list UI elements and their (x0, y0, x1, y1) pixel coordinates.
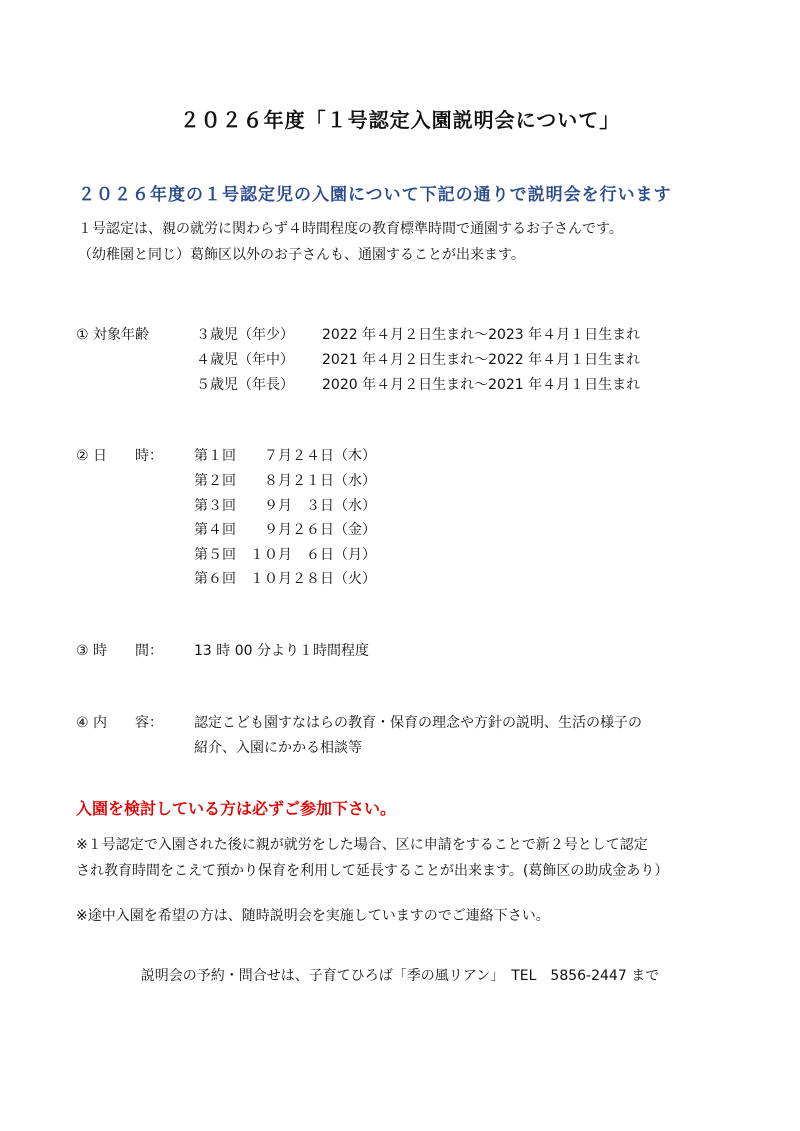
note2-text: ※途中入園を希望の方は、随時説明会を実施していますのでご連絡下さい。 (76, 908, 550, 924)
time-label: ③ 時 間： (76, 643, 164, 659)
time-value: 13 時 00 分より１時間程度 (194, 643, 369, 659)
age-range-2: 2021 年４月２日生まれ〜2022 年４月１日生まれ (322, 352, 641, 368)
date-row-4: 第４回 ９月２６日（金） (194, 522, 376, 538)
note1-line-2: され教育時間をこえて預かり保育を利用して延長することが出来ます。(葛飾区の助成金あり） (76, 863, 669, 879)
age-group-1: ３歳児（年少） (196, 327, 294, 343)
age-range-3: 2020 年４月２日生まれ〜2021 年４月１日生まれ (322, 377, 641, 393)
note1-line-1: ※１号認定で入園された後に親が就労をした場合、区に申請をすることで新２号として認定 (76, 837, 648, 853)
age-group-3: ５歳児（年長） (196, 377, 294, 393)
contact-line: 説明会の予約・問合せは、子育てひろば「季の風リアン」 TEL 5856-2447 まで (140, 968, 660, 984)
date-row-1: 第１回 ７月２４日（木） (194, 448, 376, 464)
age-range-1: 2022 年４月２日生まれ〜2023 年４月１日生まれ (322, 327, 641, 343)
dates-label: ② 日 時： (76, 448, 164, 464)
date-row-5: 第５回 １０月 ６日（月） (194, 547, 376, 563)
subtitle: ２０２６年度の１号認定児の入園について下記の通りで説明会を行います (78, 185, 672, 205)
age-label: ① 対象年齢 (76, 327, 150, 343)
page-title: ２０２６年度「１号認定入園説明会について」 (179, 108, 621, 132)
content-line-1: 認定こども園すなはらの教育・保育の理念や方針の説明、生活の様子の (194, 715, 642, 731)
date-row-3: 第３回 ９月 ３日（水） (194, 498, 376, 514)
notice-text: 入園を検討している方は必ずご参加下さい。 (76, 799, 397, 818)
content-label: ④ 内 容： (76, 715, 164, 731)
date-row-2: 第２回 ８月２１日（水） (194, 473, 376, 489)
content-line-2: 紹介、入園にかかる相談等 (194, 740, 362, 756)
date-row-6: 第６回 １０月２８日（火） (194, 571, 376, 587)
intro-line-2: （幼稚園と同じ）葛飾区以外のお子さんも、通園することが出来ます。 (78, 247, 525, 263)
age-group-2: ４歳児（年中） (196, 352, 294, 368)
intro-line-1: １号認定は、親の就労に関わらず４時間程度の教育標準時間で通園するお子さんです。 (78, 221, 623, 237)
